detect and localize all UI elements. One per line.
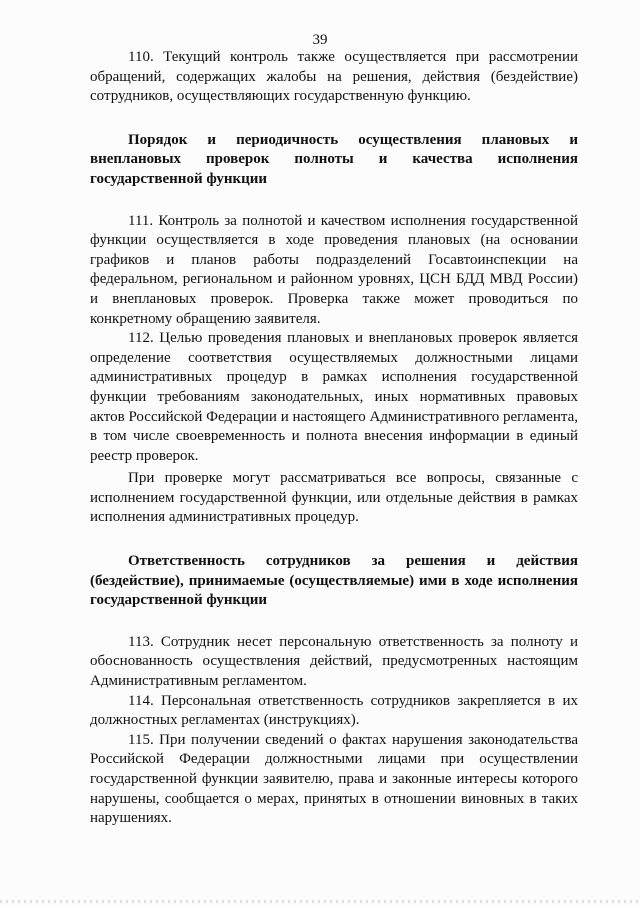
section-heading-responsibility: Ответственность сотрудников за решения и действия (бездействие), принимаемые (осуществляемые) ими в ходе исполнения государственной функции	[90, 553, 578, 609]
paragraph-112: 112. Целью проведения плановых и внеплановых проверок является определение соответствия осуществляемых должностными лицами административных процедур в рамках исполнения государственной функции требованиям законодательных, иных нормативных правовых актов Российской Федерации и настоящего Административного регламента, в том числе своевременность и полнота внесения информации в единый реестр проверок.	[90, 330, 578, 464]
paragraph-115: 115. При получении сведений о фактах нарушения законодательства Российской Федерации должностными лицами при осуществлении государственной функции заявителю, права и законные интересы которого нарушены, сообщается о мерах, принятых в отношении виновных в таких нарушениях.	[90, 731, 578, 827]
section-heading-inspections: Порядок и периодичность осуществления плановых и внеплановых проверок полноты и качества исполнения государственной функции	[90, 131, 578, 187]
paragraph-110: 110. Текущий контроль также осуществляется при рассмотрении обращений, содержащих жалобы на решения, действия (бездействие) сотрудников, осуществляющих государственную функцию.	[90, 49, 578, 105]
page-number: 39	[312, 32, 328, 48]
scan-edge-artifact	[0, 900, 640, 903]
paragraph-111: 111. Контроль за полнотой и качеством исполнения государственной функции осуществляется в ходе проведения плановых (на основании графиков и планов работы подразделений Госавтоинспекции на федеральном, региональном и районном уровнях, ЦСН БДД МВД России) и внеплановых проверок. Проверка также может проводиться по конкретному обращению заявителя.	[90, 212, 578, 327]
paragraph-114: 114. Персональная ответственность сотрудников закрепляется в их должностных регламентах (инструкциях).	[90, 692, 578, 729]
document-body	[90, 48, 578, 829]
paragraph-113: 113. Сотрудник несет персональную ответственность за полноту и обоснованность осуществления действий, предусмотренных настоящим Административным регламентом.	[90, 633, 578, 690]
paragraph-inspection-scope: При проверке могут рассматриваться все вопросы, связанные с исполнением государственной функции, или отдельные действия в рамках исполнения административных процедур.	[90, 470, 578, 526]
